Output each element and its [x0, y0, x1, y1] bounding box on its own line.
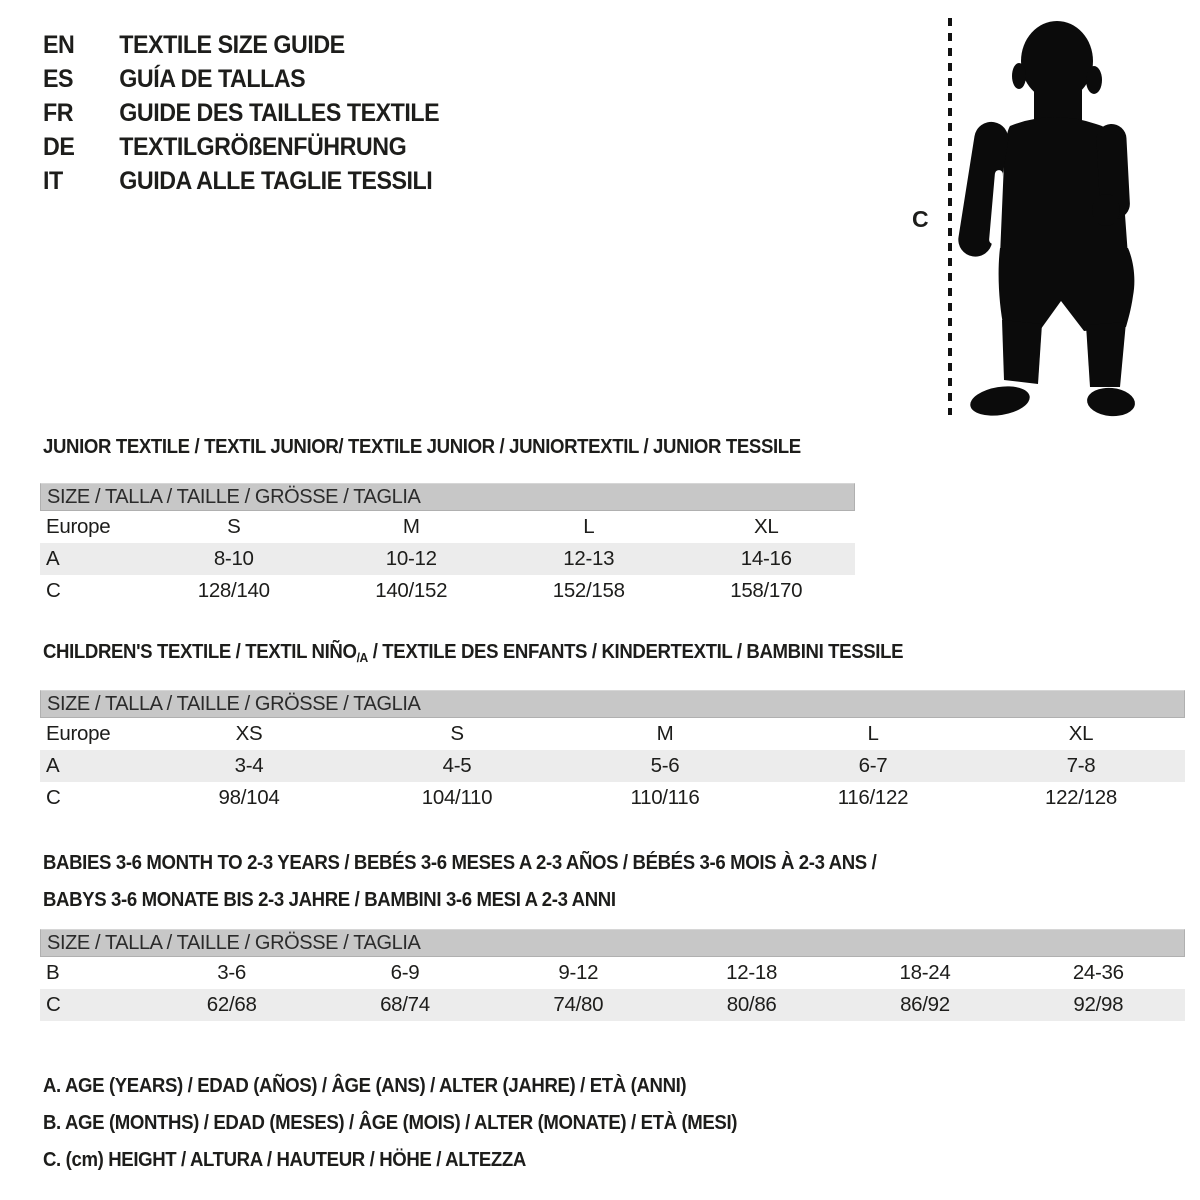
- table-row-age: [40, 543, 855, 575]
- language-row-de: [43, 130, 439, 164]
- language-code: EN: [43, 30, 75, 59]
- height-cell: 152/158: [552, 579, 625, 602]
- age-cell: 3-4: [234, 754, 264, 777]
- babies-size-table: [40, 929, 1185, 1021]
- height-cell: 98/104: [218, 786, 280, 809]
- height-cell: 68/74: [380, 993, 430, 1016]
- row-label: A: [46, 754, 60, 777]
- age-cell: 12-13: [563, 547, 615, 570]
- age-cell: 24-36: [1072, 961, 1124, 984]
- babies-title-line1: BABIES 3-6 MONTH TO 2-3 YEARS / BEBÉS 3-6 MESES A 2-3 AÑOS / BÉBÉS 3-6 MOIS À 2-3 ANS /: [43, 852, 877, 874]
- size-cell: M: [402, 515, 420, 538]
- children-title-text: / TEXTILE DES ENFANTS / KINDERTEXTIL / BAMBINI TESSILE: [367, 641, 904, 663]
- height-cell: 86/92: [900, 993, 950, 1016]
- junior-size-table: [40, 483, 855, 607]
- age-cell: 3-6: [217, 961, 247, 984]
- table-row-europe: [40, 718, 1185, 750]
- language-label: TEXTILE SIZE GUIDE: [119, 30, 345, 59]
- age-cell: 10-12: [385, 547, 437, 570]
- age-cell: 4-5: [442, 754, 472, 777]
- language-label: GUIDE DES TAILLES TEXTILE: [119, 98, 440, 127]
- legend-line-c: C. (cm) HEIGHT / ALTURA / HAUTEUR / HÖHE / ALTEZZA: [43, 1149, 526, 1171]
- size-header: SIZE / TALLA / TAILLE / GRÖSSE / TAGLIA: [40, 690, 1185, 718]
- height-cell: 74/80: [553, 993, 604, 1016]
- language-label: GUÍA DE TALLAS: [119, 64, 306, 93]
- language-row-en: [43, 28, 439, 62]
- size-cell: XL: [754, 515, 779, 538]
- age-cell: 14-16: [740, 547, 792, 570]
- legend-line-b: B. AGE (MONTHS) / EDAD (MESES) / ÂGE (MOIS) / ALTER (MONATE) / ETÀ (MESI): [43, 1112, 738, 1134]
- row-label: B: [46, 961, 60, 984]
- size-cell: L: [583, 515, 595, 538]
- language-row-fr: [43, 96, 439, 130]
- height-cell: 122/128: [1044, 786, 1117, 809]
- height-cell: 104/110: [421, 786, 493, 809]
- age-cell: 12-18: [726, 961, 778, 984]
- size-cell: S: [227, 515, 241, 538]
- height-cell: 110/116: [630, 786, 700, 809]
- children-section-title: [43, 641, 903, 665]
- children-title-text: CHILDREN'S TEXTILE / TEXTIL NIÑO: [43, 641, 357, 663]
- measurement-legend: [43, 1068, 789, 1179]
- row-label: C: [46, 993, 61, 1016]
- age-cell: 9-12: [558, 961, 599, 984]
- language-label: TEXTILGRÖßENFÜHRUNG: [119, 132, 407, 161]
- junior-section-title: JUNIOR TEXTILE / TEXTIL JUNIOR/ TEXTILE JUNIOR / JUNIORTEXTIL / JUNIOR TESSILE: [43, 436, 801, 458]
- figure-panel: [900, 10, 1190, 422]
- row-label: C: [46, 579, 61, 602]
- row-label: Europe: [46, 515, 111, 538]
- children-size-table: [40, 690, 1185, 814]
- language-label: GUIDA ALLE TAGLIE TESSILI: [119, 166, 433, 195]
- table-row-age: [40, 750, 1185, 782]
- height-cell: 80/86: [726, 993, 777, 1016]
- language-code: ES: [43, 64, 74, 93]
- height-cell: 158/170: [730, 579, 803, 602]
- height-measure-label: C: [912, 206, 929, 232]
- height-cell: 140/152: [375, 579, 448, 602]
- language-row-it: [43, 164, 439, 198]
- age-cell: 5-6: [650, 754, 680, 777]
- size-cell: S: [450, 722, 464, 745]
- size-cell: XL: [1068, 722, 1094, 745]
- height-cell: 92/98: [1073, 993, 1124, 1016]
- table-row-europe: [40, 511, 855, 543]
- table-row-age-months: [40, 957, 1185, 989]
- age-cell: 6-7: [858, 754, 888, 777]
- age-cell: 6-9: [390, 961, 420, 984]
- table-row-height: [40, 989, 1185, 1021]
- height-cell: 62/68: [206, 993, 257, 1016]
- row-label: C: [46, 786, 61, 809]
- table-row-height: [40, 782, 1185, 814]
- language-title-list: [43, 28, 469, 198]
- row-label: A: [46, 547, 60, 570]
- size-cell: L: [867, 722, 879, 745]
- babies-title-line2: BABYS 3-6 MONATE BIS 2-3 JAHRE / BAMBINI 3-6 MESI A 2-3 ANNI: [43, 889, 616, 911]
- children-title-subscript: /A: [356, 650, 368, 665]
- babies-section-title: [43, 845, 876, 919]
- table-row-height: [40, 575, 855, 607]
- age-cell: 8-10: [213, 547, 254, 570]
- size-cell: XS: [235, 722, 263, 745]
- language-code: DE: [43, 132, 75, 161]
- height-cell: 116/122: [837, 786, 909, 809]
- age-cell: 7-8: [1066, 754, 1096, 777]
- language-code: IT: [43, 166, 63, 195]
- row-label: Europe: [46, 722, 111, 745]
- size-cell: M: [656, 722, 674, 745]
- language-code: FR: [43, 98, 74, 127]
- language-row-es: [43, 62, 439, 96]
- legend-line-a: A. AGE (YEARS) / EDAD (AÑOS) / ÂGE (ANS) / ALTER (JAHRE) / ETÀ (ANNI): [43, 1075, 687, 1097]
- age-cell: 18-24: [899, 961, 951, 984]
- toddler-body: [956, 21, 1136, 420]
- toddler-silhouette-icon: [900, 10, 1190, 422]
- size-header: SIZE / TALLA / TAILLE / GRÖSSE / TAGLIA: [40, 929, 1185, 957]
- size-header: SIZE / TALLA / TAILLE / GRÖSSE / TAGLIA: [40, 483, 855, 511]
- height-cell: 128/140: [197, 579, 270, 602]
